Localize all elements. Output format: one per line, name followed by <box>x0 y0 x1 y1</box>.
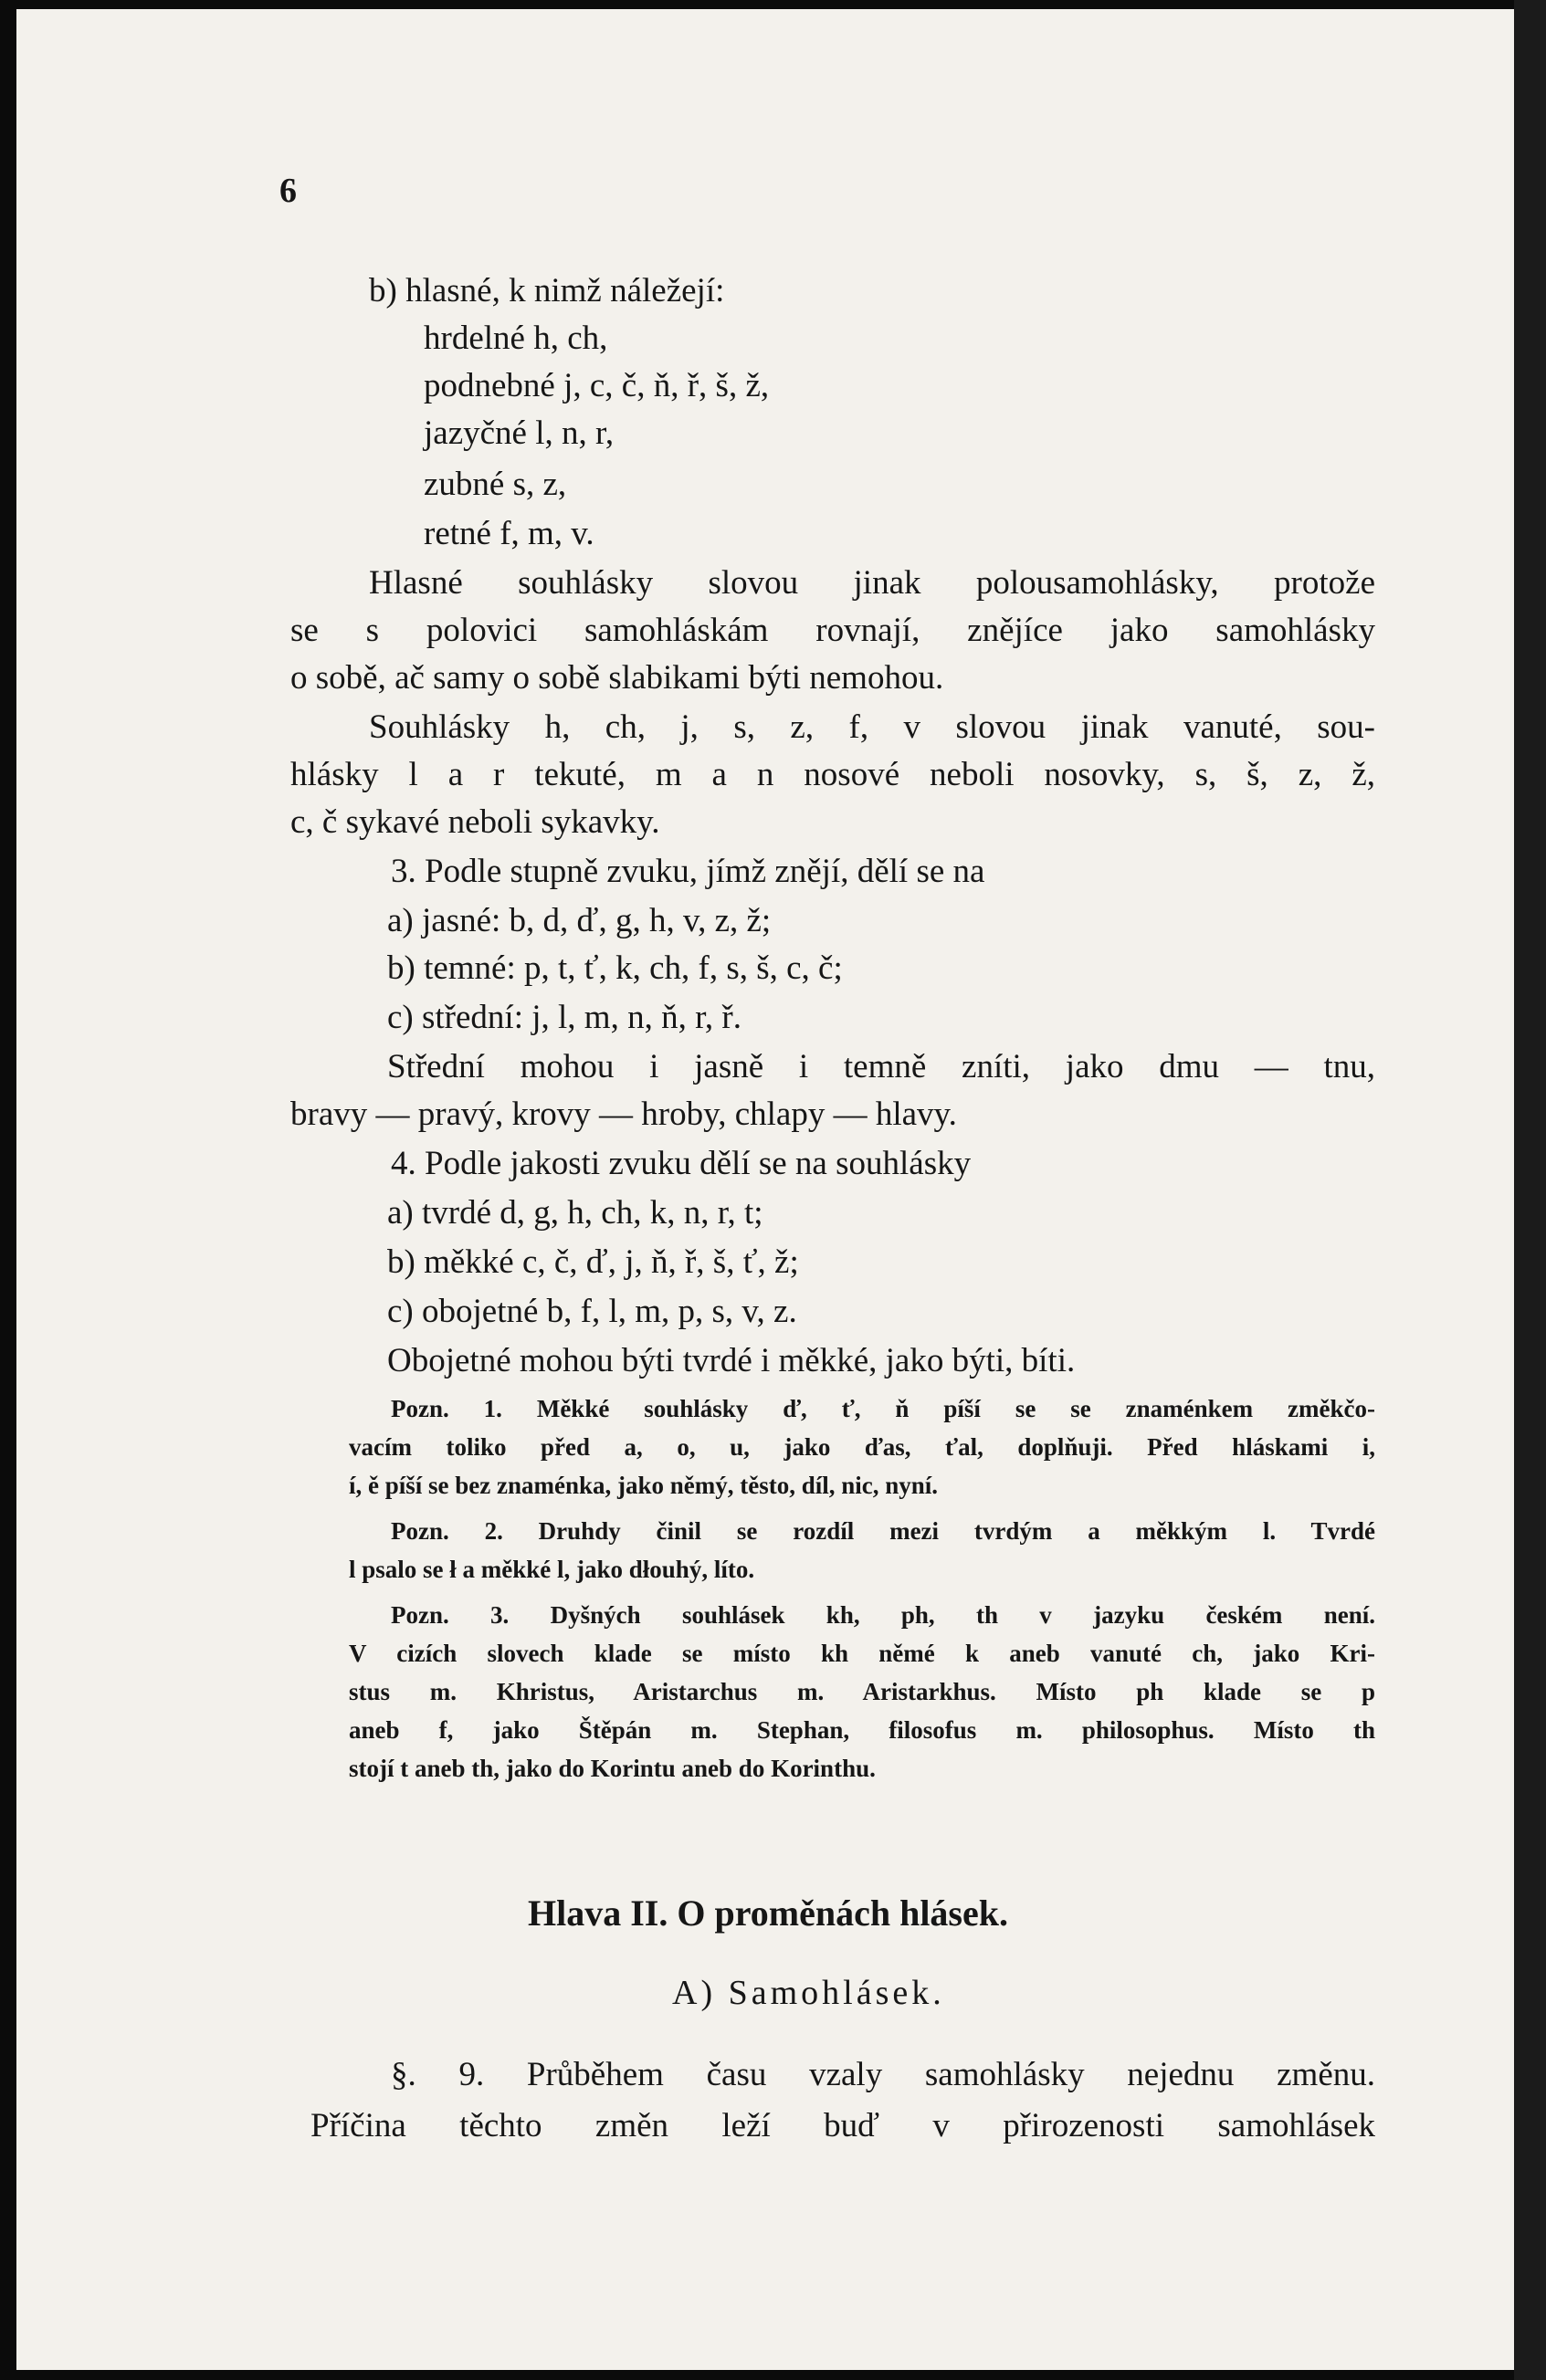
footnote-line: stojí t aneb th, jako do Korintu aneb do Korinthu. <box>349 1755 876 1782</box>
text-line: jazyčné l, n, r, <box>424 414 615 452</box>
text-line: b) temné: p, t, ť, k, ch, f, s, š, c, č; <box>387 949 843 987</box>
text-line: §. 9. Průběhem času vzaly samohlásky nejednu změnu. <box>391 2056 1375 2093</box>
text-line: hrdelné h, ch, <box>424 320 608 357</box>
text-line: Obojetné mohou býti tvrdé i měkké, jako býti, bíti. <box>387 1342 1076 1379</box>
text-line: Hlasné souhlásky slovou jinak polousamohlásky, protože <box>369 564 1375 602</box>
text-line: a) tvrdé d, g, h, ch, k, n, r, t; <box>387 1194 763 1232</box>
text-line: c) střední: j, l, m, n, ň, r, ř. <box>387 999 741 1036</box>
text-line: podnebné j, c, č, ň, ř, š, ž, <box>424 367 770 404</box>
footnote-line: Pozn. 2. Druhdy činil se rozdíl mezi tvrdým a měkkým l. Tvrdé <box>391 1517 1375 1545</box>
text-line: Střední mohou i jasně i temně zníti, jako dmu — tnu, <box>387 1048 1375 1085</box>
text-line: se s polovici samohláskám rovnají, znějíce jako samohlásky <box>290 612 1375 649</box>
footnote-line: í, ě píší se bez znaménka, jako němý, těsto, díl, nic, nyní. <box>349 1472 939 1499</box>
text-line: 3. Podle stupně zvuku, jímž znějí, dělí se na <box>391 853 985 890</box>
text-line: retné f, m, v. <box>424 515 594 552</box>
text-line: b) měkké c, č, ď, j, ň, ř, š, ť, ž; <box>387 1243 799 1281</box>
page-number: 6 <box>279 172 297 210</box>
text-line: hlásky l a r tekuté, m a n nosové neboli nosovky, s, š, z, ž, <box>290 756 1375 793</box>
text-line: o sobě, ač samy o sobě slabikami býti nemohou. <box>290 659 944 697</box>
text-line: Souhlásky h, ch, j, s, z, f, v slovou jinak vanuté, sou- <box>369 708 1375 746</box>
text-line: 4. Podle jakosti zvuku dělí se na souhlásky <box>391 1145 972 1182</box>
chapter-heading: Hlava II. O proměnách hlásek. <box>528 1892 1008 1934</box>
scan-edge <box>1514 0 1546 2380</box>
text-line: bravy — pravý, krovy — hroby, chlapy — hlavy. <box>290 1096 957 1133</box>
footnote-line: l psalo se ł a měkké l, jako dłouhý, líto. <box>349 1556 755 1583</box>
footnote-line: stus m. Khristus, Aristarchus m. Aristarkhus. Místo ph klade se p <box>349 1678 1375 1705</box>
text-line: c, č sykavé neboli sykavky. <box>290 803 660 841</box>
text-line: Příčina těchto změn leží buď v přirozenosti samohlásek <box>310 2107 1375 2144</box>
footnote-line: V cizích slovech klade se místo kh němé k aneb vanuté ch, jako Kri- <box>349 1640 1375 1667</box>
text-line: zubné s, z, <box>424 466 567 503</box>
footnote-line: Pozn. 1. Měkké souhlásky ď, ť, ň píší se se znaménkem změkčo- <box>391 1395 1375 1422</box>
section-heading: A) Samohlásek. <box>672 1974 945 2012</box>
book-page <box>16 9 1514 2370</box>
footnote-line: Pozn. 3. Dyšných souhlásek kh, ph, th v jazyku českém není. <box>391 1601 1375 1629</box>
text-line: c) obojetné b, f, l, m, p, s, v, z. <box>387 1293 797 1330</box>
text-line: b) hlasné, k nimž náležejí: <box>369 272 725 309</box>
footnote-line: aneb f, jako Štěpán m. Stephan, filosofus m. philosophus. Místo th <box>349 1716 1375 1744</box>
footnote-line: vacím toliko před a, o, u, jako ďas, ťal, doplňuji. Před hláskami i, <box>349 1433 1375 1461</box>
text-line: a) jasné: b, d, ď, g, h, v, z, ž; <box>387 902 772 939</box>
